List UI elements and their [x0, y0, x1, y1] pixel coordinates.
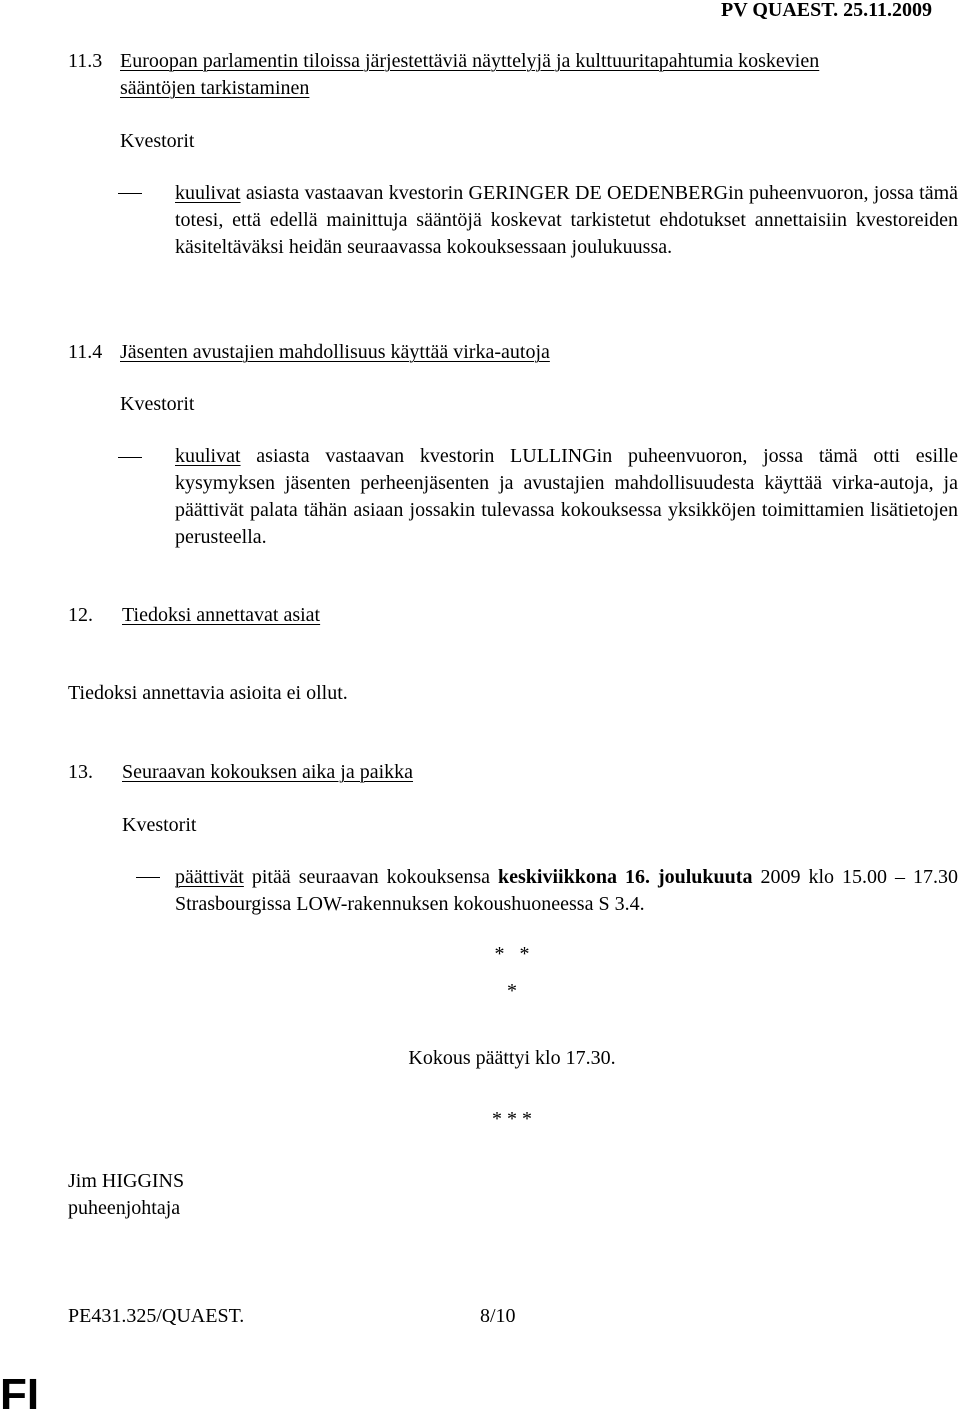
section-11-3-number: 11.3	[68, 50, 103, 72]
section-12-text: Tiedoksi annettavia asioita ei ollut.	[68, 682, 348, 704]
section-11-4-dash	[118, 457, 142, 458]
section-13-dash	[136, 877, 160, 878]
section-11-3-dash	[118, 193, 142, 194]
section-13-number: 13.	[68, 761, 93, 783]
closing-statement: Kokous päättyi klo 17.30.	[408, 1047, 616, 1069]
section-11-4-actor: Kvestorit	[120, 393, 195, 415]
section-11-3-actor: Kvestorit	[120, 130, 195, 152]
section-11-4-text: asiasta vastaavan kvestorin LULLINGin puheenvuoron, jossa tämä otti esille kysymyksen jäsenten perheenjäsenten ja avustajien mahdollisuudesta käyttää virka-autoja, ja päättivät palata tähän asiaan jossakin tulevassa kokouksessa yksikköjen toimittamien lisätietojen perusteella.	[175, 445, 959, 548]
section-13-text-before: pitää seuraavan kokouksensa	[251, 866, 490, 888]
section-11-3-paragraph	[175, 180, 958, 261]
header-reference: PV QUAEST. 25.11.2009	[721, 0, 932, 21]
section-13-date: keskiviikkona 16. joulukuuta	[498, 866, 753, 888]
section-11-3-text: asiasta vastaavan kvestorin GERINGER DE OEDENBERGin puheenvuoron, jossa tämä totesi, että edellä mainittuja sääntöjä koskevat tarkistetut ehdotukset annettaisiin kvestoreiden käsiteltäväksi heidän seuraavassa kokouksessaan joulukuussa.	[175, 182, 959, 258]
section-11-4-number: 11.4	[68, 341, 103, 363]
signature-role: puheenjohtaja	[68, 1197, 181, 1219]
footer-reference: PE431.325/QUAEST.	[68, 1305, 245, 1327]
separator-asterisks-top: * *	[494, 943, 530, 965]
footer-page-number: 8/10	[480, 1305, 516, 1327]
section-11-3-title	[120, 48, 920, 102]
section-13-paragraph	[175, 864, 958, 918]
section-11-4-paragraph	[175, 443, 958, 551]
separator-asterisks: * * *	[492, 1108, 532, 1130]
separator-asterisk-bottom: *	[507, 980, 517, 1002]
section-12-number: 12.	[68, 604, 93, 626]
signature-name: Jim HIGGINS	[68, 1170, 185, 1192]
section-13-text-after: 2009 klo 15.00 – 17.30 Strasbourgissa LOW-rakennuksen kokoushuoneessa S 3.4.	[175, 866, 958, 915]
section-13-title: Seuraavan kokouksen aika ja paikka	[122, 761, 414, 783]
section-11-4-title: Jäsenten avustajien mahdollisuus käyttää virka-autoja	[120, 341, 550, 363]
section-13-verb: päättivät	[175, 866, 244, 888]
section-12-title: Tiedoksi annettavat asiat	[122, 604, 321, 626]
section-11-3-title-line2: sääntöjen tarkistaminen	[120, 77, 310, 99]
footer-language-code: FI	[0, 1370, 40, 1419]
section-11-3-verb: kuulivat	[175, 182, 241, 204]
section-11-3-title-line1: Euroopan parlamentin tiloissa järjestettäviä näyttelyjä ja kulttuuritapahtumia koskevien	[120, 50, 820, 72]
section-11-4-verb: kuulivat	[175, 445, 241, 467]
section-13-actor: Kvestorit	[122, 814, 197, 836]
